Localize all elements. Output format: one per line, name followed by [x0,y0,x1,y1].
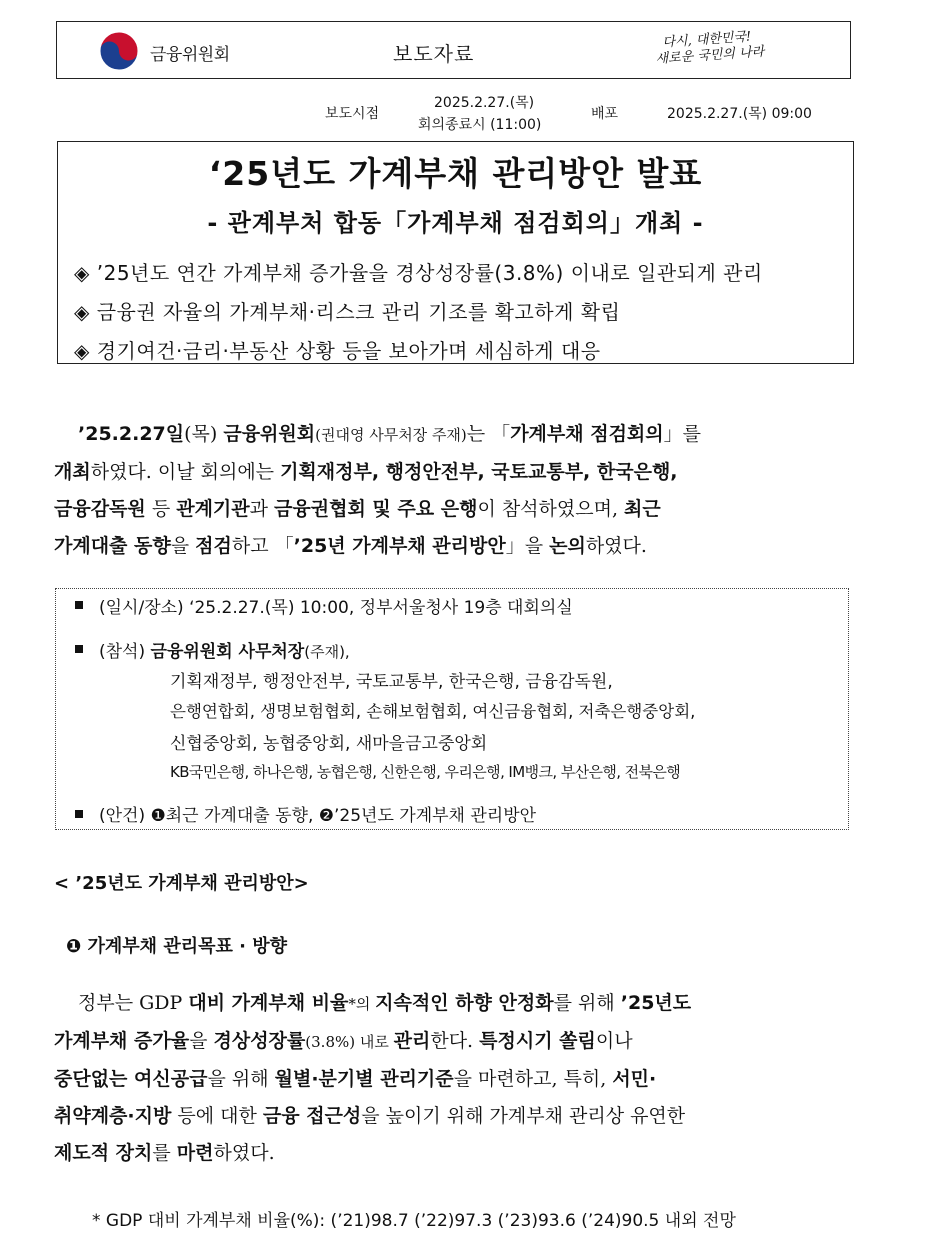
meeting-agenda: (안건) ❶최근 가계대출 동향, ❷’25년도 가계부채 관리방안 [99,806,537,826]
bullet-square-icon [75,601,83,609]
attendee-line: 은행연합회, 생명보험협회, 손해보험협회, 여신금융협회, 저축은행중앙회, [170,702,696,721]
attendee-line: KB국민은행, 하나은행, 농협은행, 신한은행, 우리은행, IM뱅크, 부산은행, 전북은행 [170,763,681,781]
attendee-line: 기획재정부, 행정안전부, 국토교통부, 한국은행, 금융감독원, [170,672,613,692]
bullet-square-icon [75,810,83,818]
summary-bullet: ◈ ’25년도 연간 가계부채 증가율을 경상성장률(3.8%) 이내로 일관되게 관리 [74,261,763,285]
main-title: ‘25년도 가계부채 관리방안 발표 [208,154,703,193]
korea-emblem-icon [99,31,139,71]
footnote: * GDP 대비 가계부채 비율(%): (’21)98.7 (’22)97.3 (’23)93.6 (’24)90.5 내외 전망 [92,1211,736,1231]
summary-bullet: ◈ 금융권 자율의 가계부채·리스크 관리 기조를 확고하게 확립 [74,300,621,324]
body-paragraph: 정부는 GDP 대비 가계부채 비율*의 지속적인 하향 안정화를 위해 ’25년도 가계부채 증가율을 경상성장률(3.8%) 내로 관리한다. 특정시기 쏠림이나 중단없는 여신공급을 위해 월별·분기별 관리기준을 마련하고, 특히, 서민· 취약계층·지방 등에 대한 금융 접근성을 높이기 위해 가계부채 관리상 유연한 제도적 장치를 마련하였다. [54,992,692,1164]
slogan: 다시, 대한민국! 새로운 국민의 나라 [655,29,765,68]
release-label: 보도시점 [325,106,380,122]
release-time: 회의종료시 (11:00) [418,117,542,133]
bullet-square-icon [75,645,83,653]
release-date: 2025.2.27.(목) [434,95,535,111]
section-1-heading: ❶ 가계부채 관리목표 · 방향 [66,936,288,957]
org-name: 금융위원회 [150,45,230,65]
distribute-label: 배포 [591,106,619,122]
doc-type: 보도자료 [393,42,475,66]
distribute-value: 2025.2.27.(목) 09:00 [667,106,812,122]
summary-bullet: ◈ 경기여건·금리·부동산 상황 등을 보아가며 세심하게 대응 [74,339,601,363]
plan-heading: < ’25년도 가계부채 관리방안> [54,873,309,894]
sub-title: - 관계부처 합동「가계부채 점검회의」개최 - [207,209,704,237]
intro-paragraph: ’25.2.27일(목) 금융위원회(권대영 사무처장 주재)는 「가계부채 점검회의」를 개최하였다. 이날 회의에는 기획재정부, 행정안전부, 국토교통부, 한국은행, 금융감독원 등 관계기관과 금융권협회 및 주요 은행이 참석하였으며, 최근 가계대출 동향을 점검하고 「’25년 가계부채 관리방안」을 논의하였다. [54,423,701,557]
attendee-head: (참석) 금융위원회 사무처장(주재), [99,642,350,662]
attendee-line: 신협중앙회, 농협중앙회, 새마을금고중앙회 [170,734,488,754]
meeting-schedule: (일시/장소) ‘25.2.27.(목) 10:00, 정부서울청사 19층 대회의실 [99,598,573,618]
